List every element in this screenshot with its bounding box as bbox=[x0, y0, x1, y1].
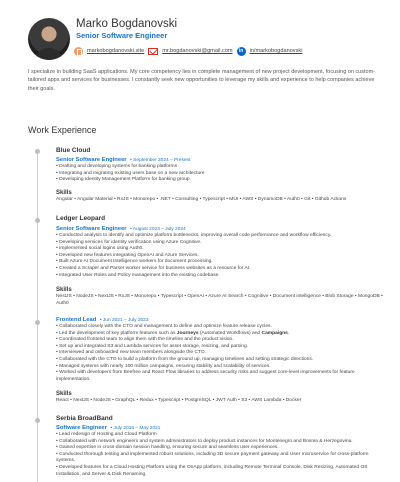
list-item: • Created a Scraper and Parser worker service for business websites as a resource for AI. bbox=[56, 265, 251, 271]
list-item: • Developing Identity Management Platform for banking group bbox=[56, 177, 190, 183]
list-item: • Managed systems with nearly 100 million campaigns, ensuring stability and scalability of services. bbox=[56, 363, 271, 369]
skills-list: React • NextJS • NodeJS • GraphQL • Redux • Typescript • PostgreSQL • JWT Auth • S3 • AWS Lambda • Docker bbox=[56, 398, 302, 403]
skills-label: Skills bbox=[56, 287, 72, 293]
website-link[interactable]: markobogdanovski.site bbox=[87, 48, 145, 54]
position-title: Senior Software Engineer bbox=[56, 226, 127, 232]
profile-title: Senior Software Engineer bbox=[76, 31, 168, 40]
list-item: • Conducted thorough testing and implemented robust solutions, including 3D secure payment gateway and User microservice for cross-platform systems. bbox=[56, 451, 369, 464]
list-item: • Set up and integrated S3 and Lambda services for asset storage, resizing, and parsing. bbox=[56, 343, 249, 349]
position-row bbox=[56, 157, 191, 163]
position-title: Frontend Lead bbox=[56, 317, 97, 323]
list-item: • Collaborated closely with the CTO and management to define and optimize feature release cycles. bbox=[56, 324, 272, 329]
timeline-dot bbox=[35, 149, 40, 154]
emphasis-journeys: Journeys bbox=[176, 330, 199, 336]
timeline-line bbox=[37, 150, 38, 482]
list-item: • Developed features for a Cloud Hosting Platform using the OnApp platform, including Remote Terminal Console, Disk Resizing, Automated OS Installation, and Server & Disk Renaming. bbox=[56, 464, 368, 477]
job-bullets bbox=[56, 164, 386, 184]
website-icon bbox=[74, 47, 83, 56]
linkedin-link[interactable]: in/markobogdanovski bbox=[249, 48, 303, 54]
company-name: Blue Cloud bbox=[56, 147, 91, 154]
position-title: Software Engineer bbox=[56, 425, 107, 431]
list-item: • Worked with developers from Beefree and React Flow libraries to address security risks and suggest core-level improvements for feature implementation. bbox=[56, 370, 355, 382]
list-item: • Interviewed and onboarded new team members alongside the CTO. bbox=[56, 350, 207, 356]
skills-list: NestJS • NodeJS • NextJS • RxJS • Monorepo • Typescript • OpenAI • Azure AI Search • Cognitive • Document intelligence • Blob Storage • MongoDB • Auth0 bbox=[56, 294, 383, 306]
skills-label: Skills bbox=[56, 391, 72, 397]
company-name: Serbia BroadBand bbox=[56, 415, 113, 422]
profile-header bbox=[28, 18, 388, 68]
position-row bbox=[56, 425, 160, 431]
linkedin-icon: in bbox=[237, 47, 246, 56]
position-date: • July 2016 – May 2021 bbox=[110, 426, 161, 431]
job-bullets bbox=[56, 324, 386, 383]
list-item: • Integrating and migrating existing users base on a new architecture bbox=[56, 170, 205, 176]
list-item: • Integrated User Roles and Policy management into the existing codebase. bbox=[56, 272, 220, 278]
emphasis-campaigns: Campaigns bbox=[261, 330, 288, 336]
position-date: • Jun 2021 – July 2023 bbox=[99, 318, 149, 323]
position-title: Senior Software Engineer bbox=[56, 157, 127, 163]
list-item: • Implemented social logins using Auth0. bbox=[56, 246, 144, 252]
list-item: • Lead redesign of Hosting and Cloud Platform bbox=[56, 432, 157, 437]
list-item: • Developed new features integrating OpenAI and Azure Services. bbox=[56, 252, 199, 258]
profile-name: Marko Bogdanovski bbox=[76, 18, 177, 30]
position-row bbox=[56, 226, 186, 232]
skills-list: Angular • Angular Material • RxJS • Monorepo • .NET • Consulting • Typescript • MUI • AWS • DynamoDB • Auth0 • Git • Github Actions bbox=[56, 197, 347, 202]
company-name: Ledger Leopard bbox=[56, 215, 106, 222]
email-link[interactable]: mr.bogdanovski@gmail.com bbox=[162, 48, 233, 54]
job-bullets bbox=[56, 233, 386, 279]
list-item: • Built Azure AI Document Intelligence workers for document processing. bbox=[56, 259, 213, 265]
profile-summary: I specialize in building SaaS applications. My core competency lies in complete management of new project development, focusing on custom-tailored apps and services for businesses. I constantly seek new opportunities to leverage my skills and experience to help companies achieve their goals. bbox=[28, 69, 375, 92]
section-title-work-experience: Work Experience bbox=[28, 125, 97, 135]
list-item: • Led the development of key platform features such as Journeys (Automated Workflows) and Campaigns. bbox=[56, 330, 290, 336]
position-date: • August 2023 – July 2024 bbox=[130, 227, 186, 232]
job-bullets bbox=[56, 432, 386, 478]
list-item: • Coordinated frontend team to align them with the timeline and the product vision. bbox=[56, 337, 234, 343]
timeline-dot bbox=[35, 320, 40, 325]
list-item: • Conducted analysis to identify and optimize platform bottlenecks, improving overall code performance and workflow efficiency. bbox=[56, 233, 332, 238]
gmail-icon bbox=[148, 48, 158, 55]
timeline-dot bbox=[35, 418, 40, 423]
timeline-dot bbox=[35, 218, 40, 223]
contact-links bbox=[74, 45, 302, 57]
list-item: • Drafting and developing systems for banking platforms bbox=[56, 164, 178, 169]
position-row bbox=[56, 317, 149, 323]
avatar bbox=[28, 18, 70, 60]
position-date: • September 2024 – Present bbox=[130, 158, 191, 163]
skills-label: Skills bbox=[56, 190, 72, 196]
list-item: • Collaborated with the CTO to build a platform from the ground up, managing timelines and setting strategic directions. bbox=[56, 356, 314, 362]
list-item: • Gained expertise in cross-domain session handling, ensuring secure and seamless user experiences. bbox=[56, 445, 279, 451]
list-item: • Developing services for identity verification using Azure Cognitive. bbox=[56, 239, 202, 245]
list-item: • Collaborated with network engineers and system administrators to deploy product instances for Montenegro and Bosnia & Herzegovina. bbox=[56, 438, 353, 444]
